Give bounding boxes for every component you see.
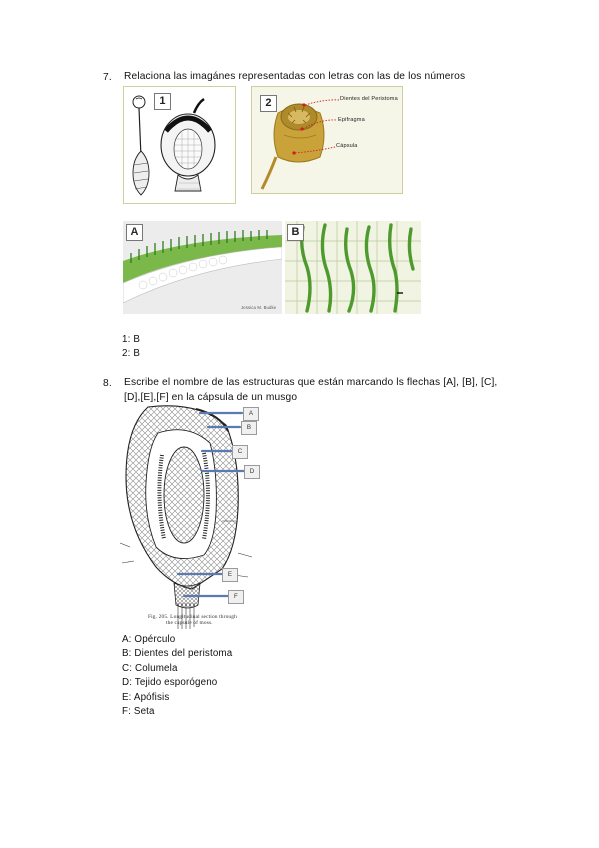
answer-8-e: E: Apófisis [122,692,170,703]
sporophyte-drawing [124,87,235,203]
micrograph-a [123,221,282,314]
answer-8-a: A: Opérculo [122,634,176,645]
diagram-label-c: C [232,445,248,459]
figure-caption-line-1: Fig. 205. Longitudinal section through [148,614,237,620]
figure-a-micrograph [123,221,282,314]
diagram-label-d: D [244,465,260,479]
answer-8-f: F: Seta [122,706,155,717]
diagram-label-a: A [243,407,259,421]
question-8-text-line-2: [D],[E],[F] en la cápsula de un musgo [124,392,298,403]
figure-1-number: 1 [154,93,171,110]
figure-b-micrograph [285,221,421,314]
figure-b-letter: B [287,224,304,241]
diagram-label-b: B [241,421,257,435]
label-epifragma: Epifragma [338,117,365,123]
question-7-number: 7. [103,72,112,83]
capsule-section-drawing [118,403,268,630]
question-8-text-line-1: Escribe el nombre de las estructuras que están marcando ls flechas [A], [B], [C], [124,377,498,388]
answer-8-d: D: Tejido esporógeno [122,677,218,688]
answer-7-2: 2: B [122,348,141,359]
figure-a-credit: Jessica M. Budke [241,305,277,310]
answer-8-c: C: Columela [122,663,178,674]
capsule-section-diagram [118,403,268,630]
answer-8-b: B: Dientes del peristoma [122,648,233,659]
question-7-text: Relaciona las imagánes representadas con letras con las de los números [124,71,466,82]
figure-1-sporophyte [123,86,236,204]
figure-2-capsule [251,86,403,194]
answer-7-1: 1: B [122,334,141,345]
figure-2-number: 2 [260,95,277,112]
question-8-number: 8. [103,378,112,389]
label-capsula: Cápsula [336,143,358,149]
figure-caption-line-2: the capsule of moss. [166,620,213,626]
diagram-label-f: F [228,590,244,604]
diagram-label-e: E [222,568,238,582]
figure-a-letter: A [126,224,143,241]
micrograph-b [285,221,421,314]
label-dientes-peristoma: Dientes del Peristoma [340,96,398,102]
